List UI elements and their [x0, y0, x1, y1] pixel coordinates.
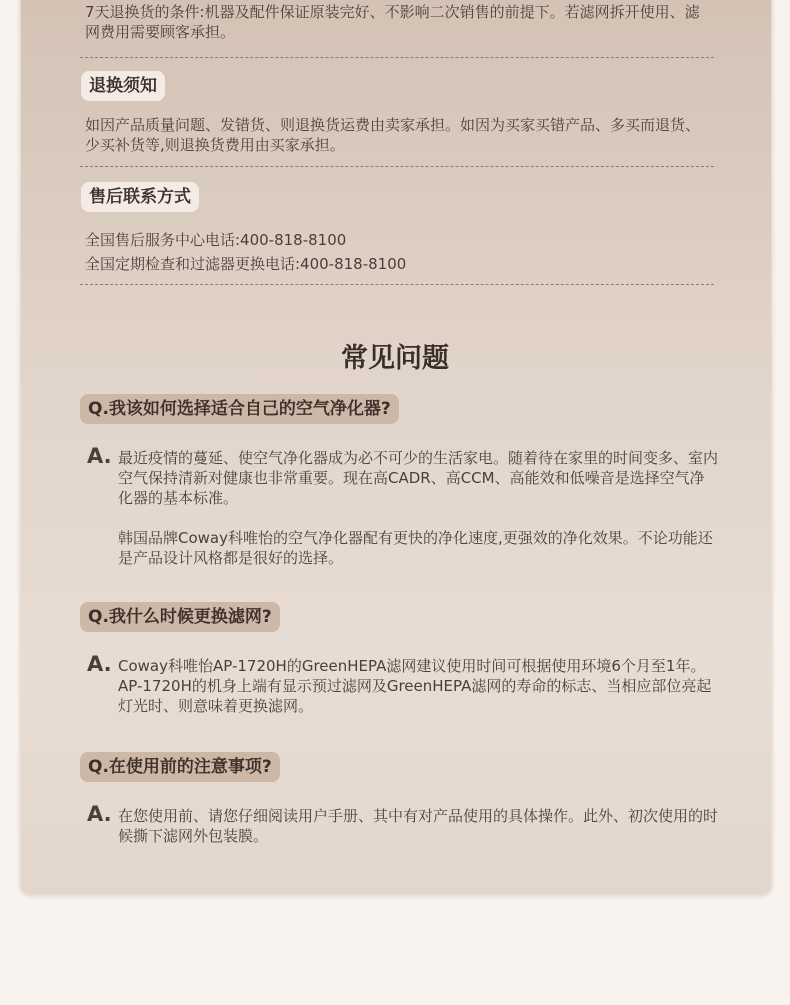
answer-marker: A.	[87, 802, 112, 826]
return-conditions-text: 7天退换货的条件:机器及配件保证原装完好、不影响二次销售的前提下。若滤网拆开使用、滤网费用需要顾客承担。	[85, 3, 700, 41]
answer-marker: A.	[87, 444, 112, 468]
faq-answer-1-p2: 韩国品牌Coway科唯怡的空气净化器配有更快的净化速度,更强效的净化效果。不论功能还是产品设计风格都是很好的选择。	[118, 529, 713, 567]
exchange-notice-text: 如因产品质量问题、发错货、则退换货运费由卖家承担。如因为买家买错产品、多买而退货、少买补货等,则退换货费用由买家承担。	[85, 116, 701, 154]
faq-answer-3-p1: 在您使用前、请您仔细阅读用户手册、其中有对产品使用的具体操作。此外、初次使用的时候撕下滤网外包装膜。	[118, 807, 719, 845]
exchange-notice-title: 退换须知	[81, 71, 165, 101]
divider	[80, 166, 714, 167]
faq-question-3: Q.在使用前的注意事项?	[80, 752, 280, 782]
divider	[80, 284, 714, 285]
faq-question-2: Q.我什么时候更换滤网?	[80, 602, 280, 632]
filter-replacement-phone: 全国定期检查和过滤器更换电话:400-818-8100	[85, 255, 407, 273]
after-sales-phone: 全国售后服务中心电话:400-818-8100	[85, 231, 347, 249]
faq-answer-2-p1: Coway科唯怡AP-1720H的GreenHEPA滤网建议使用时间可根据使用环境6个月至1年。AP-1720H的机身上端有显示预过滤网及GreenHEPA滤网的寿命的标志、当相应部位亮起灯光时、则意味着更换滤网。	[118, 657, 712, 715]
faq-question-1: Q.我该如何选择适合自己的空气净化器?	[80, 394, 399, 424]
after-sales-contact-title: 售后联系方式	[81, 182, 199, 212]
divider	[80, 57, 714, 58]
faq-answer-1-p1: 最近疫情的蔓延、使空气净化器成为必不可少的生活家电。随着待在家里的时间变多、室内空气保持清新对健康也非常重要。现在高CADR、高CCM、高能效和低噪音是选择空气净化器的基本标准。	[118, 449, 719, 507]
answer-marker: A.	[87, 652, 112, 676]
faq-title: 常见问题	[341, 343, 449, 374]
